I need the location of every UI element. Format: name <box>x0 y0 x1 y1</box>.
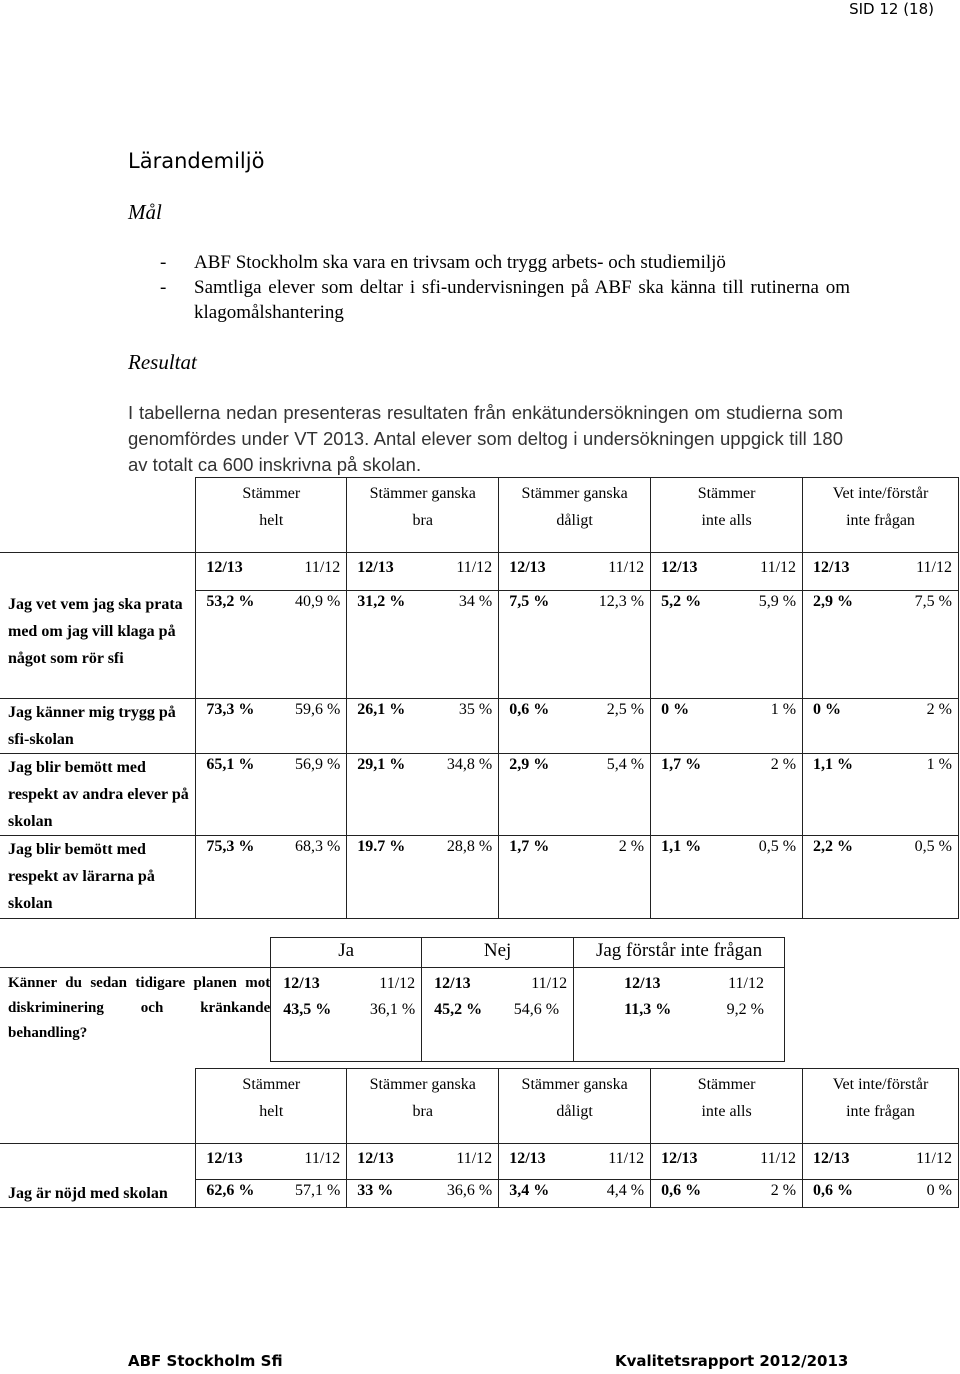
value-cell <box>803 1180 959 1208</box>
goal-dash: - <box>160 277 167 298</box>
year-old: 11/12 <box>760 559 797 576</box>
value-cell <box>347 1180 499 1208</box>
question-cell: Jag blir bemött med respekt av lärarna på skolan <box>0 836 196 919</box>
value-cell <box>499 1180 651 1208</box>
value-new: 0,6 % <box>509 701 550 718</box>
column-header <box>196 1069 347 1144</box>
value-cell <box>651 754 803 836</box>
year-cell <box>499 553 651 591</box>
value-new: 2,2 % <box>813 838 854 855</box>
table-row <box>0 591 959 699</box>
year-new: 12/13 <box>283 975 320 992</box>
value-cell <box>803 836 959 919</box>
goal-text: ABF Stockholm ska vara en trivsam och trygg arbets- och studiemiljö <box>194 252 726 273</box>
year-cell <box>651 1144 803 1180</box>
header-line: dåligt <box>556 1103 593 1120</box>
column-header: Ja <box>271 938 422 968</box>
table-header-row <box>0 478 959 553</box>
table-row <box>0 699 959 754</box>
value-old: 59,6 % <box>294 701 341 718</box>
value-old: 35 % <box>458 701 493 718</box>
header-line: Stämmer <box>242 485 301 502</box>
value-new: 43,5 % <box>283 1001 332 1018</box>
value-cell <box>651 699 803 754</box>
year-old: 11/12 <box>379 975 416 992</box>
year-row <box>0 1144 959 1180</box>
footer-organization: ABF Stockholm Sfi <box>128 1352 283 1370</box>
value-new: 33 % <box>357 1182 394 1199</box>
question-cell: Jag känner mig trygg på sfi-skolan <box>0 699 196 754</box>
value-new: 62,6 % <box>206 1182 255 1199</box>
year-old: 11/12 <box>728 975 764 992</box>
survey-table-3 <box>0 1068 959 1208</box>
year-old: 11/12 <box>916 559 952 576</box>
goals-heading: Mål <box>128 200 162 224</box>
value-cell <box>347 836 499 919</box>
year-old: 11/12 <box>456 559 493 576</box>
header-line: Stämmer ganska <box>369 1076 476 1093</box>
value-new: 31,2 % <box>357 593 406 610</box>
value-cell <box>499 699 651 754</box>
value-cell <box>347 591 499 699</box>
year-cell <box>196 553 347 591</box>
value-old: 12,3 % <box>598 593 645 610</box>
header-line: Vet inte/förstår <box>832 1076 929 1093</box>
table-row <box>0 754 959 836</box>
empty-cell <box>0 1144 196 1180</box>
value-new: 7,5 % <box>509 593 550 610</box>
goal-text: Samtliga elever som deltar i sfi-undervisningen på ABF ska känna till rutinerna om klagomålshantering <box>194 277 850 323</box>
year-new: 12/13 <box>434 975 471 992</box>
question-cell: Jag är nöjd med skolan <box>0 1180 196 1208</box>
value-new: 0 % <box>661 701 690 718</box>
year-new: 12/13 <box>206 559 243 576</box>
value-old: 40,9 % <box>294 593 341 610</box>
value-new: 2,9 % <box>509 756 550 773</box>
intro-paragraph: I tabellerna nedan presenteras resultaten från enkätundersökningen om studierna som genomfördes under VT 2013. Antal elever som deltog i undersökningen uppgick till 180 av totalt ca 600 inskrivna på skolan. <box>128 402 843 475</box>
question-cell: Jag blir bemött med respekt av andra elever på skolan <box>0 754 196 836</box>
year-cell <box>347 1144 499 1180</box>
header-line: bra <box>412 1103 433 1120</box>
year-old: 11/12 <box>531 975 568 992</box>
value-old: 2,5 % <box>606 701 645 718</box>
header-line: Stämmer <box>697 1076 756 1093</box>
year-old: 11/12 <box>608 1150 645 1167</box>
value-cell <box>803 591 959 699</box>
value-cell <box>499 591 651 699</box>
value-cell <box>271 968 422 1062</box>
table-row <box>0 836 959 919</box>
header-line: Stämmer <box>697 485 756 502</box>
value-old: 2 % <box>770 756 797 773</box>
value-cell <box>499 836 651 919</box>
year-cell <box>651 553 803 591</box>
value-cell <box>347 699 499 754</box>
header-line: Stämmer ganska <box>521 485 628 502</box>
empty-cell <box>0 938 271 968</box>
results-heading: Resultat <box>128 350 197 374</box>
year-old: 11/12 <box>760 1150 797 1167</box>
header-line: Vet inte/förstår <box>832 485 929 502</box>
year-cell <box>499 1144 651 1180</box>
year-new: 12/13 <box>813 1150 850 1167</box>
column-header <box>499 1069 651 1144</box>
value-cell <box>651 1180 803 1208</box>
year-new: 12/13 <box>509 559 546 576</box>
header-line: dåligt <box>556 512 593 529</box>
value-new: 75,3 % <box>206 838 255 855</box>
goal-item <box>160 275 850 325</box>
value-old: 0,5 % <box>758 838 797 855</box>
header-line: inte alls <box>701 512 752 529</box>
column-header <box>347 1069 499 1144</box>
value-new: 11,3 % <box>624 1001 672 1018</box>
value-old: 0,5 % <box>914 838 952 855</box>
year-cell <box>196 1144 347 1180</box>
table-row <box>0 1180 959 1208</box>
header-line: helt <box>259 512 284 529</box>
goal-item <box>160 250 850 275</box>
value-old: 5,4 % <box>606 756 645 773</box>
value-new: 29,1 % <box>357 756 406 773</box>
value-new: 45,2 % <box>434 1001 483 1018</box>
column-header <box>347 478 499 553</box>
value-old: 4,4 % <box>606 1182 645 1199</box>
value-cell <box>499 754 651 836</box>
goal-dash: - <box>160 252 167 273</box>
value-old: 34,8 % <box>446 756 493 773</box>
year-new: 12/13 <box>357 559 394 576</box>
page-number: SID 12 (18) <box>849 0 934 18</box>
value-cell <box>196 591 347 699</box>
value-new: 0 % <box>813 701 842 718</box>
empty-cell <box>0 553 196 591</box>
header-line: Stämmer ganska <box>369 485 476 502</box>
year-old: 11/12 <box>456 1150 493 1167</box>
value-old: 7,5 % <box>914 593 952 610</box>
value-cell <box>651 836 803 919</box>
header-line: inte alls <box>701 1103 752 1120</box>
goals-list <box>160 250 850 325</box>
year-new: 12/13 <box>813 559 850 576</box>
value-old: 28,8 % <box>446 838 493 855</box>
header-line: Stämmer <box>242 1076 301 1093</box>
value-old: 2 % <box>770 1182 797 1199</box>
column-header: Jag förstår inte frågan <box>574 938 785 968</box>
value-old: 68,3 % <box>294 838 341 855</box>
empty-cell <box>0 478 196 553</box>
column-header <box>651 1069 803 1144</box>
value-new: 73,3 % <box>206 701 255 718</box>
value-cell <box>803 754 959 836</box>
header-line: Stämmer ganska <box>521 1076 628 1093</box>
year-old: 11/12 <box>304 559 341 576</box>
value-cell <box>196 754 347 836</box>
year-new: 12/13 <box>661 1150 698 1167</box>
value-old: 36,6 % <box>446 1182 493 1199</box>
year-new: 12/13 <box>624 975 661 992</box>
year-old: 11/12 <box>304 1150 341 1167</box>
value-old: 5,9 % <box>758 593 797 610</box>
value-old: 0 % <box>926 1182 952 1199</box>
value-cell <box>651 591 803 699</box>
year-new: 12/13 <box>509 1150 546 1167</box>
value-new: 53,2 % <box>206 593 255 610</box>
question-cell: Jag vet vem jag ska prata med om jag vill klaga på något som rör sfi <box>0 591 196 699</box>
value-new: 26,1 % <box>357 701 406 718</box>
value-new: 65,1 % <box>206 756 255 773</box>
value-old: 54,6 % <box>513 1001 560 1018</box>
value-new: 0,6 % <box>661 1182 702 1199</box>
year-new: 12/13 <box>357 1150 394 1167</box>
year-cell <box>803 553 959 591</box>
section-heading: Lärandemiljö <box>128 149 265 173</box>
year-cell <box>803 1144 959 1180</box>
value-new: 0,6 % <box>813 1182 854 1199</box>
value-old: 36,1 % <box>369 1001 416 1018</box>
value-new: 2,9 % <box>813 593 854 610</box>
value-cell <box>347 754 499 836</box>
column-header <box>803 1069 959 1144</box>
value-old: 1 % <box>770 701 797 718</box>
value-old: 34 % <box>458 593 493 610</box>
value-old: 1 % <box>926 756 952 773</box>
year-new: 12/13 <box>206 1150 243 1167</box>
value-cell <box>196 1180 347 1208</box>
empty-cell <box>0 1069 196 1144</box>
value-new: 19.7 % <box>357 838 406 855</box>
table-header-row <box>0 1069 959 1144</box>
survey-table-1 <box>0 477 959 919</box>
value-new: 1,1 % <box>661 838 702 855</box>
value-old: 2 % <box>618 838 645 855</box>
column-header <box>803 478 959 553</box>
value-new: 1,7 % <box>509 838 550 855</box>
column-header <box>196 478 347 553</box>
value-new: 5,2 % <box>661 593 702 610</box>
header-line: inte frågan <box>846 512 915 529</box>
header-line: helt <box>259 1103 284 1120</box>
value-cell <box>803 699 959 754</box>
year-old: 11/12 <box>916 1150 952 1167</box>
value-cell <box>196 836 347 919</box>
value-new: 1,7 % <box>661 756 702 773</box>
year-old: 11/12 <box>608 559 645 576</box>
year-new: 12/13 <box>661 559 698 576</box>
column-header <box>499 478 651 553</box>
year-cell <box>347 553 499 591</box>
value-new: 3,4 % <box>509 1182 550 1199</box>
question-cell: Känner du sedan tidigare planen mot diskriminering och kränkande behandling? <box>0 968 271 1062</box>
table-row <box>0 968 785 1062</box>
value-new: 1,1 % <box>813 756 854 773</box>
table-header-row <box>0 938 785 968</box>
value-old: 56,9 % <box>294 756 341 773</box>
value-old: 9,2 % <box>726 1001 764 1018</box>
value-cell <box>574 968 785 1062</box>
value-old: 57,1 % <box>294 1182 341 1199</box>
survey-table-2 <box>0 937 785 1062</box>
column-header: Nej <box>422 938 574 968</box>
column-header <box>651 478 803 553</box>
value-cell <box>422 968 574 1062</box>
value-cell <box>196 699 347 754</box>
year-row <box>0 553 959 591</box>
footer-report-title: Kvalitetsrapport 2012/2013 <box>615 1352 849 1370</box>
value-old: 2 % <box>926 701 952 718</box>
header-line: inte frågan <box>846 1103 915 1120</box>
header-line: bra <box>412 512 433 529</box>
